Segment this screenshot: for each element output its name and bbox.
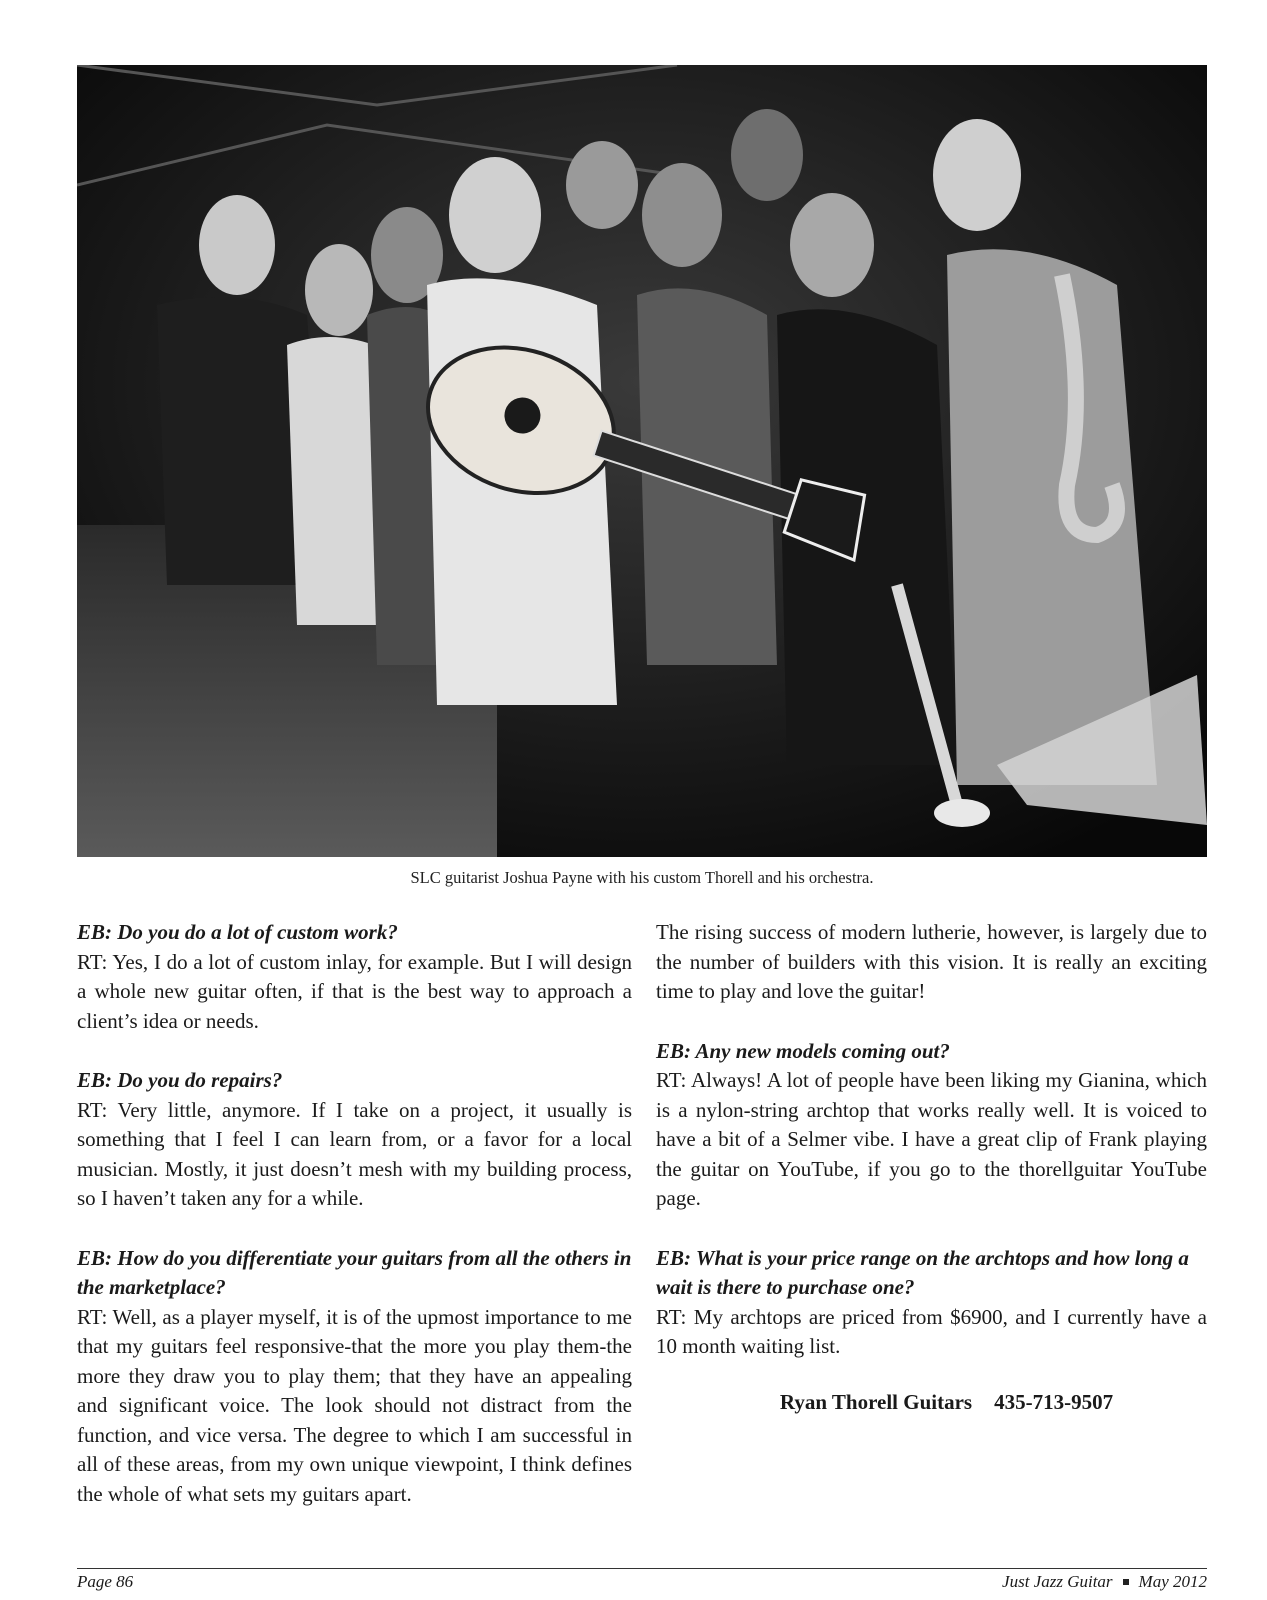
- question-new-models: EB: Any new models coming out?: [656, 1038, 950, 1063]
- left-column: [77, 918, 632, 1509]
- right-column: [656, 918, 1207, 1417]
- question-repairs: EB: Do you do repairs?: [77, 1068, 283, 1092]
- question-custom-work: EB: Do you do a lot of custom work?: [77, 920, 398, 944]
- answer-price-range: RT: My archtops are priced from $6900, and I currently have a 10 month waiting list.: [656, 1304, 1207, 1358]
- photo-caption: SLC guitarist Joshua Payne with his custom Thorell and his orchestra.: [410, 868, 874, 887]
- footer-divider: [77, 1568, 1207, 1569]
- answer-custom-work: RT: Yes, I do a lot of custom inlay, for example. But I will design a whole new guitar often, if that is the best way to approach a client’s idea or needs.: [77, 949, 632, 1033]
- page-number: Page 86: [77, 1572, 134, 1591]
- continued-answer: The rising success of modern lutherie, however, is largely due to the number of builders with this vision. It is really an exciting time to play and love the guitar!: [656, 920, 1207, 1003]
- publication-name: Just Jazz Guitar: [1002, 1572, 1113, 1591]
- band-photo-illustration: [77, 65, 1207, 857]
- contact-name: Ryan Thorell Guitars: [779, 1389, 973, 1414]
- contact-line: [656, 1388, 1207, 1418]
- question-differentiate: EB: How do you differentiate your guitars from all the others in the marketplace?: [77, 1245, 632, 1299]
- bullet-separator: [1123, 1579, 1129, 1585]
- publication-info: [1002, 1572, 1207, 1592]
- answer-differentiate: RT: Well, as a player myself, it is of the upmost importance to me that my guitars feel responsive-that the more you play them-the more they draw you to play them; that they have an appealing and significant voice. The look should not distract from the function, and vice versa. The degree to which I am successful in all of these areas, from my own unique viewpoint, I think defines the whole of what sets my guitars apart.: [77, 1304, 632, 1506]
- band-photo: [77, 65, 1207, 857]
- answer-new-models: RT: Always! A lot of people have been liking my Gianina, which is a nylon-string archtop that works really well. It is voiced to have a bit of a Selmer vibe. I have a great clip of Frank playing the guitar on YouTube, if you go to the thorellguitar YouTube page.: [656, 1068, 1207, 1210]
- answer-repairs: RT: Very little, anymore. If I take on a project, it usually is something that I feel I can learn from, or a favor for a local musician. Mostly, it just doesn’t mesh with my building process, so I haven’t taken any for a while.: [77, 1097, 632, 1210]
- contact-phone: 435-713-9507: [994, 1389, 1114, 1414]
- issue-date: May 2012: [1138, 1572, 1207, 1591]
- question-price-range: EB: What is your price range on the archtops and how long a wait is there to purchase one?: [656, 1245, 1189, 1299]
